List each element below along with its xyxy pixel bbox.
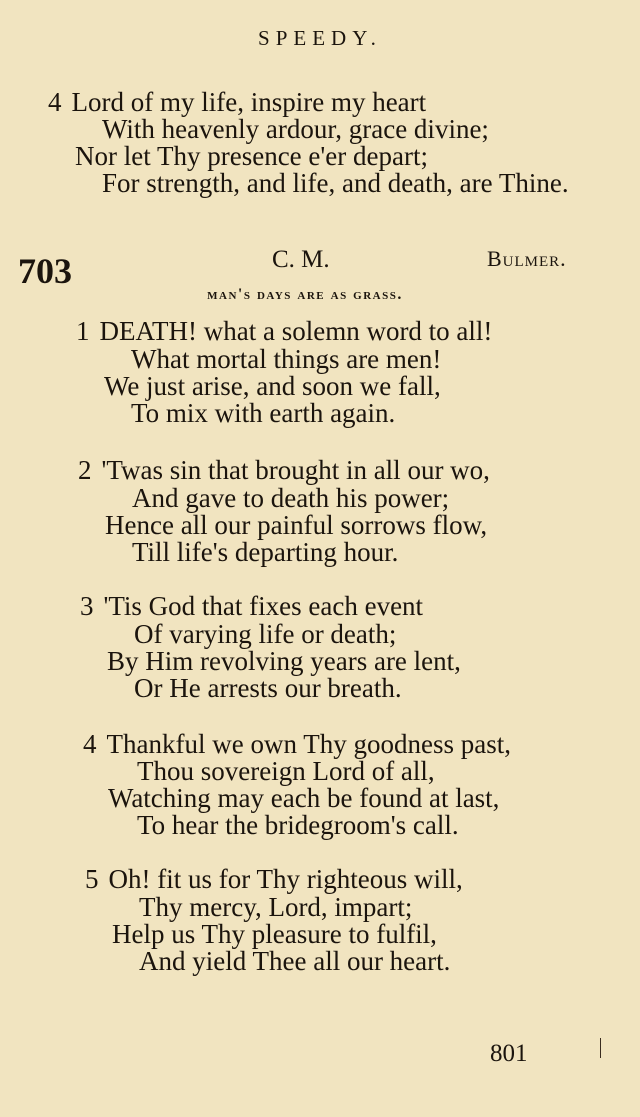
- prev-stanza-line-2: With heavenly ardour, grace divine;: [102, 114, 489, 144]
- stanza-4-line-3: Watching may each be found at last,: [108, 783, 500, 813]
- stanza-3-line-1: 3 'Tis God that fixes each event: [80, 591, 424, 621]
- stanza-3-line-3: By Him revolving years are lent,: [107, 646, 461, 676]
- stanza-4-number: 4: [83, 729, 97, 759]
- prev-stanza-line-4: For strength, and life, and death, are Thine.: [102, 168, 569, 198]
- prev-stanza-line-3: Nor let Thy presence e'er depart;: [75, 141, 428, 171]
- hymn-meter: C. M.: [272, 246, 330, 273]
- stanza-3-line-2: Of varying life or death;: [134, 619, 397, 649]
- stanza-2-line-2: And gave to death his power;: [132, 483, 450, 513]
- stanza-3-number: 3: [80, 591, 94, 621]
- stanza-1-number: 1: [76, 316, 90, 346]
- stanza-4-line-2: Thou sovereign Lord of all,: [137, 756, 435, 786]
- stanza-3-line-4: Or He arrests our breath.: [134, 673, 402, 703]
- prev-stanza-number: 4: [48, 87, 62, 117]
- stanza-2-number: 2: [78, 455, 92, 485]
- stanza-5-line-4: And yield Thee all our heart.: [139, 946, 451, 976]
- stanza-2-line-4: Till life's departing hour.: [132, 537, 399, 567]
- running-head: SPEEDY.: [258, 26, 382, 50]
- page-number: 801: [490, 1040, 528, 1067]
- stanza-4-line-1: 4 Thankful we own Thy goodness past,: [83, 729, 511, 759]
- stanza-1-line-2: What mortal things are men!: [131, 344, 442, 374]
- stanza-5-line-2: Thy mercy, Lord, impart;: [139, 892, 413, 922]
- hymn-number: 703: [18, 251, 72, 291]
- stanza-1-line-3: We just arise, and soon we fall,: [104, 371, 441, 401]
- hymn-title: man's days are as grass.: [207, 286, 403, 303]
- prev-stanza-line-1: 4 Lord of my life, inspire my heart: [48, 87, 427, 117]
- stanza-1-line-4: To mix with earth again.: [131, 398, 396, 428]
- margin-mark: [600, 1038, 601, 1058]
- stanza-1-line-1: 1 DEATH! what a solemn word to all!: [76, 316, 493, 346]
- stanza-4-line-4: To hear the bridegroom's call.: [137, 810, 459, 840]
- stanza-5-number: 5: [85, 864, 99, 894]
- hymn-tune: Bulmer.: [487, 246, 567, 271]
- stanza-2-line-1: 2 'Twas sin that brought in all our wo,: [78, 455, 490, 485]
- stanza-2-line-3: Hence all our painful sorrows flow,: [105, 510, 488, 540]
- stanza-5-line-1: 5 Oh! fit us for Thy righteous will,: [85, 864, 463, 894]
- stanza-5-line-3: Help us Thy pleasure to fulfil,: [112, 919, 437, 949]
